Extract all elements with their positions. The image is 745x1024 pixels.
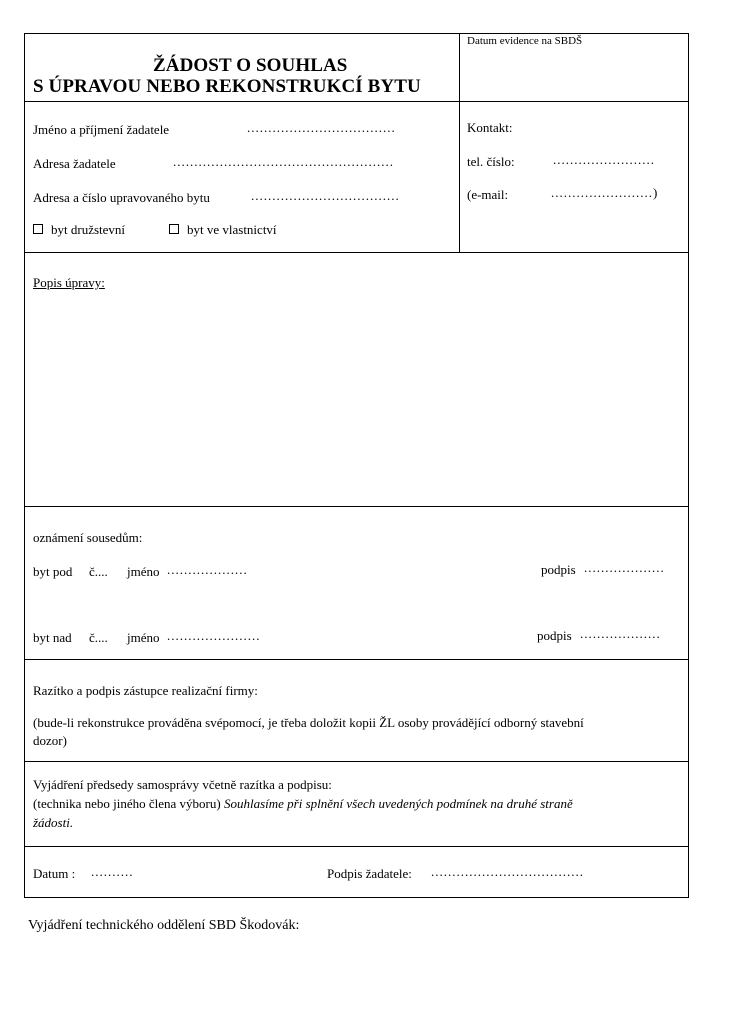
flat-below-sign-label: podpis xyxy=(541,562,576,577)
checkbox-coop[interactable] xyxy=(33,222,125,238)
flat-below-name-label: jméno xyxy=(127,564,160,579)
email-field[interactable]: ........................) xyxy=(551,185,659,200)
chairman-line2-normal: (technika nebo jiného člena výboru) xyxy=(33,796,224,811)
evidence-date-label: Datum evidence na SBDŠ xyxy=(467,35,583,47)
section-line-2 xyxy=(25,506,688,507)
checkbox-owned-label: byt ve vlastnictví xyxy=(187,222,277,237)
chairman-line2 xyxy=(33,796,573,812)
company-note-line1: (bude-li rekonstrukce prováděna svépomocí, je třeba doložit kopii ŽL osoby provádějící odborný stavební xyxy=(33,715,584,730)
applicant-sign-label: Podpis žadatele: xyxy=(327,866,412,881)
header-bottom-line xyxy=(25,101,688,102)
email-label: (e-mail: xyxy=(467,187,509,202)
company-note-line2: dozor) xyxy=(33,733,67,748)
chairman-line1: Vyjádření předsedy samosprávy včetně razítka a podpisu: xyxy=(33,777,332,792)
checkbox-owned[interactable] xyxy=(169,222,277,238)
form-title-line2: S ÚPRAVOU NEBO REKONSTRUKCÍ BYTU xyxy=(33,76,421,97)
section-line-1 xyxy=(25,252,688,253)
description-area[interactable] xyxy=(31,296,681,501)
section-line-4 xyxy=(25,761,688,762)
applicant-sign-field[interactable]: .................................... xyxy=(431,864,584,879)
technical-dept-label: Vyjádření technického oddělení SBD Škodovák: xyxy=(28,918,300,933)
phone-label: tel. číslo: xyxy=(467,154,515,169)
flat-address-field[interactable]: ................................... xyxy=(251,188,400,203)
contact-title: Kontakt: xyxy=(467,120,513,135)
chairman-line2-italic: Souhlasíme při splnění všech uvedených podmínek na druhé straně xyxy=(223,796,573,811)
flat-above-label: byt nad xyxy=(33,630,72,645)
description-label: Popis úpravy: xyxy=(33,275,105,290)
application-form xyxy=(24,33,689,898)
phone-field[interactable]: ........................ xyxy=(553,152,655,167)
flat-below-name-field[interactable]: ................... xyxy=(167,562,248,577)
checkbox-coop-label: byt družstevní xyxy=(51,222,126,237)
date-field[interactable]: .......... xyxy=(91,864,134,879)
applicant-address-label: Adresa žadatele xyxy=(33,156,116,171)
flat-above-number[interactable]: č.... xyxy=(89,630,108,645)
flat-above-name-label: jméno xyxy=(127,630,160,645)
flat-address-label: Adresa a číslo upravovaného bytu xyxy=(33,190,210,205)
neighbors-title: oznámení sousedům: xyxy=(33,530,143,545)
section-line-5 xyxy=(25,846,688,847)
applicant-name-label: Jméno a příjmení žadatele xyxy=(33,122,170,137)
chairman-line3: žádosti. xyxy=(33,815,74,830)
form-title-line1: ŽÁDOST O SOUHLAS xyxy=(153,55,348,76)
flat-below-number[interactable]: č.... xyxy=(89,564,108,579)
flat-below-sign-field[interactable]: ................... xyxy=(584,560,665,575)
header-divider xyxy=(459,34,460,252)
flat-above-sign-label: podpis xyxy=(537,628,572,643)
applicant-name-field[interactable]: ................................... xyxy=(247,120,396,135)
checkbox-owned-box[interactable] xyxy=(169,224,179,234)
flat-above-sign-field[interactable]: ................... xyxy=(580,626,661,641)
company-title: Razítko a podpis zástupce realizační firmy: xyxy=(33,683,258,698)
checkbox-coop-box[interactable] xyxy=(33,224,43,234)
applicant-address-field[interactable]: .................................................... xyxy=(173,154,394,169)
section-line-3 xyxy=(25,659,688,660)
flat-above-name-field[interactable]: ...................... xyxy=(167,628,261,643)
date-label: Datum : xyxy=(33,866,76,881)
flat-below-label: byt pod xyxy=(33,564,73,579)
